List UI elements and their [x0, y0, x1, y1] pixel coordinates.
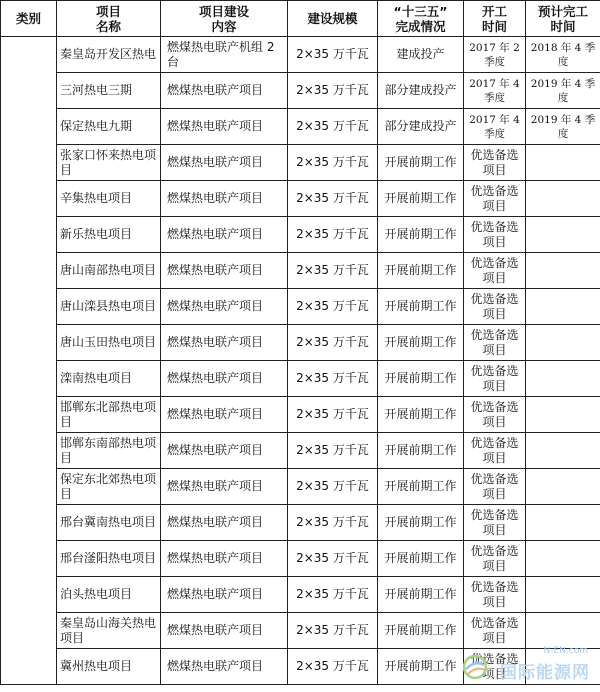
end-time-cell: [526, 325, 600, 361]
table-row: [1, 325, 600, 361]
scale-cell: 2×35 万千瓦: [288, 505, 378, 541]
name-cell: 秦皇岛开发区热电: [57, 37, 161, 73]
scale-cell: 2×35 万千瓦: [288, 253, 378, 289]
status-cell: 开展前期工作: [378, 613, 464, 649]
start-time-cell: 优选备选项目: [464, 289, 526, 325]
content-cell: 燃煤热电联产项目: [161, 145, 288, 181]
end-time-cell: [526, 433, 600, 469]
status-cell: 开展前期工作: [378, 289, 464, 325]
end-time-cell: [526, 613, 600, 649]
table-row: [1, 109, 600, 145]
scale-cell: 2×35 万千瓦: [288, 289, 378, 325]
name-cell: 新乐热电项目: [57, 217, 161, 253]
content-cell: 燃煤热电联产项目: [161, 253, 288, 289]
category-cell: [1, 37, 57, 685]
start-time-cell: 优选备选项目: [464, 433, 526, 469]
content-cell: 燃煤热电联产机组 2 台: [161, 37, 288, 73]
table-row: [1, 181, 600, 217]
content-cell: 燃煤热电联产项目: [161, 613, 288, 649]
scale-cell: 2×35 万千瓦: [288, 433, 378, 469]
start-time-cell: 优选备选项目: [464, 397, 526, 433]
scale-cell: 2×35 万千瓦: [288, 361, 378, 397]
end-time-cell: [526, 253, 600, 289]
table-row: [1, 37, 600, 73]
start-time-cell: 优选备选项目: [464, 181, 526, 217]
start-time-cell: 2017 年 2 季度: [464, 37, 526, 73]
status-cell: 开展前期工作: [378, 253, 464, 289]
end-time-cell: [526, 145, 600, 181]
table-row: [1, 361, 600, 397]
watermark-text: 国际能源网: [500, 663, 590, 683]
scale-cell: 2×35 万千瓦: [288, 217, 378, 253]
table-row: [1, 649, 600, 685]
end-time-cell: 2018 年 4 季度: [526, 37, 600, 73]
end-time-cell: [526, 397, 600, 433]
name-cell: 辛集热电项目: [57, 181, 161, 217]
end-time-cell: 2019 年 4 季度: [526, 109, 600, 145]
scale-cell: 2×35 万千瓦: [288, 397, 378, 433]
header-status: “十三五” 完成情况: [378, 1, 464, 37]
content-cell: 燃煤热电联产项目: [161, 73, 288, 109]
end-time-cell: [526, 361, 600, 397]
end-time-cell: 2019 年 4 季度: [526, 73, 600, 109]
content-cell: 燃煤热电联产项目: [161, 289, 288, 325]
start-time-cell: 优选备选项目: [464, 325, 526, 361]
scale-cell: 2×35 万千瓦: [288, 181, 378, 217]
table-row: [1, 253, 600, 289]
table-row: [1, 397, 600, 433]
table-row: [1, 289, 600, 325]
start-time-cell: 优选备选项目: [464, 361, 526, 397]
name-cell: 保定东北郊热电项目: [57, 469, 161, 505]
start-time-cell: 优选备选项目: [464, 613, 526, 649]
status-cell: 开展前期工作: [378, 325, 464, 361]
header-end: 预计完工 时间: [526, 1, 600, 37]
table-row: [1, 73, 600, 109]
status-cell: 部分建成投产: [378, 109, 464, 145]
end-time-cell: [526, 469, 600, 505]
start-time-cell: 优选备选项目: [464, 217, 526, 253]
start-time-cell: 优选备选项目: [464, 577, 526, 613]
name-cell: 唐山玉田热电项目: [57, 325, 161, 361]
table-row: [1, 577, 600, 613]
status-cell: 建成投产: [378, 37, 464, 73]
status-cell: 开展前期工作: [378, 577, 464, 613]
start-time-cell: 2017 年 4 季度: [464, 109, 526, 145]
status-cell: 部分建成投产: [378, 73, 464, 109]
table-row: [1, 217, 600, 253]
content-cell: 燃煤热电联产项目: [161, 433, 288, 469]
end-time-cell: [526, 289, 600, 325]
scale-cell: 2×35 万千瓦: [288, 577, 378, 613]
status-cell: 开展前期工作: [378, 181, 464, 217]
start-time-cell: 优选备选项目: [464, 145, 526, 181]
status-cell: 开展前期工作: [378, 361, 464, 397]
status-cell: 开展前期工作: [378, 397, 464, 433]
end-time-cell: [526, 505, 600, 541]
table-row: [1, 145, 600, 181]
content-cell: 燃煤热电联产项目: [161, 361, 288, 397]
status-cell: 开展前期工作: [378, 433, 464, 469]
table-row: [1, 505, 600, 541]
name-cell: 滦南热电项目: [57, 361, 161, 397]
table-row: [1, 469, 600, 505]
content-cell: 燃煤热电联产项目: [161, 577, 288, 613]
status-cell: 开展前期工作: [378, 469, 464, 505]
content-cell: 燃煤热电联产项目: [161, 505, 288, 541]
name-cell: 邯郸东北部热电项目: [57, 397, 161, 433]
table-row: [1, 613, 600, 649]
start-time-cell: 优选备选项目: [464, 649, 526, 685]
status-cell: 开展前期工作: [378, 145, 464, 181]
start-time-cell: 优选备选项目: [464, 541, 526, 577]
start-time-cell: 优选备选项目: [464, 505, 526, 541]
scale-cell: 2×35 万千瓦: [288, 469, 378, 505]
content-cell: 燃煤热电联产项目: [161, 469, 288, 505]
table-body: [1, 37, 600, 685]
name-cell: 三河热电三期: [57, 73, 161, 109]
watermark-url: N-EN.com: [543, 646, 588, 656]
content-cell: 燃煤热电联产项目: [161, 649, 288, 685]
content-cell: 燃煤热电联产项目: [161, 109, 288, 145]
scale-cell: 2×35 万千瓦: [288, 109, 378, 145]
status-cell: 开展前期工作: [378, 505, 464, 541]
scale-cell: 2×35 万千瓦: [288, 325, 378, 361]
name-cell: 保定热电九期: [57, 109, 161, 145]
end-time-cell: [526, 577, 600, 613]
name-cell: 张家口怀来热电项目: [57, 145, 161, 181]
content-cell: 燃煤热电联产项目: [161, 397, 288, 433]
name-cell: 邢台滏阳热电项目: [57, 541, 161, 577]
end-time-cell: [526, 217, 600, 253]
scale-cell: 2×35 万千瓦: [288, 145, 378, 181]
header-scale: 建设规模: [288, 1, 378, 37]
status-cell: 开展前期工作: [378, 541, 464, 577]
name-cell: 邯郸东南部热电项目: [57, 433, 161, 469]
start-time-cell: 优选备选项目: [464, 253, 526, 289]
header-name: 项目 名称: [57, 1, 161, 37]
end-time-cell: [526, 649, 600, 685]
scale-cell: 2×35 万千瓦: [288, 73, 378, 109]
end-time-cell: [526, 541, 600, 577]
name-cell: 唐山滦县热电项目: [57, 289, 161, 325]
header-row: [1, 1, 600, 37]
name-cell: 秦皇岛山海关热电项目: [57, 613, 161, 649]
content-cell: 燃煤热电联产项目: [161, 325, 288, 361]
status-cell: 开展前期工作: [378, 217, 464, 253]
end-time-cell: [526, 181, 600, 217]
scale-cell: 2×35 万千瓦: [288, 37, 378, 73]
start-time-cell: 2017 年 4 季度: [464, 73, 526, 109]
scale-cell: 2×35 万千瓦: [288, 613, 378, 649]
content-cell: 燃煤热电联产项目: [161, 541, 288, 577]
start-time-cell: 优选备选项目: [464, 469, 526, 505]
header-content: 项目建设 内容: [161, 1, 288, 37]
name-cell: 冀州热电项目: [57, 649, 161, 685]
status-cell: 开展前期工作: [378, 649, 464, 685]
table-row: [1, 541, 600, 577]
name-cell: 泊头热电项目: [57, 577, 161, 613]
content-cell: 燃煤热电联产项目: [161, 217, 288, 253]
table-row: [1, 433, 600, 469]
scale-cell: 2×35 万千瓦: [288, 541, 378, 577]
header-category: 类别: [1, 1, 57, 37]
content-cell: 燃煤热电联产项目: [161, 181, 288, 217]
header-start: 开工 时间: [464, 1, 526, 37]
name-cell: 唐山南部热电项目: [57, 253, 161, 289]
name-cell: 邢台冀南热电项目: [57, 505, 161, 541]
scale-cell: 2×35 万千瓦: [288, 649, 378, 685]
